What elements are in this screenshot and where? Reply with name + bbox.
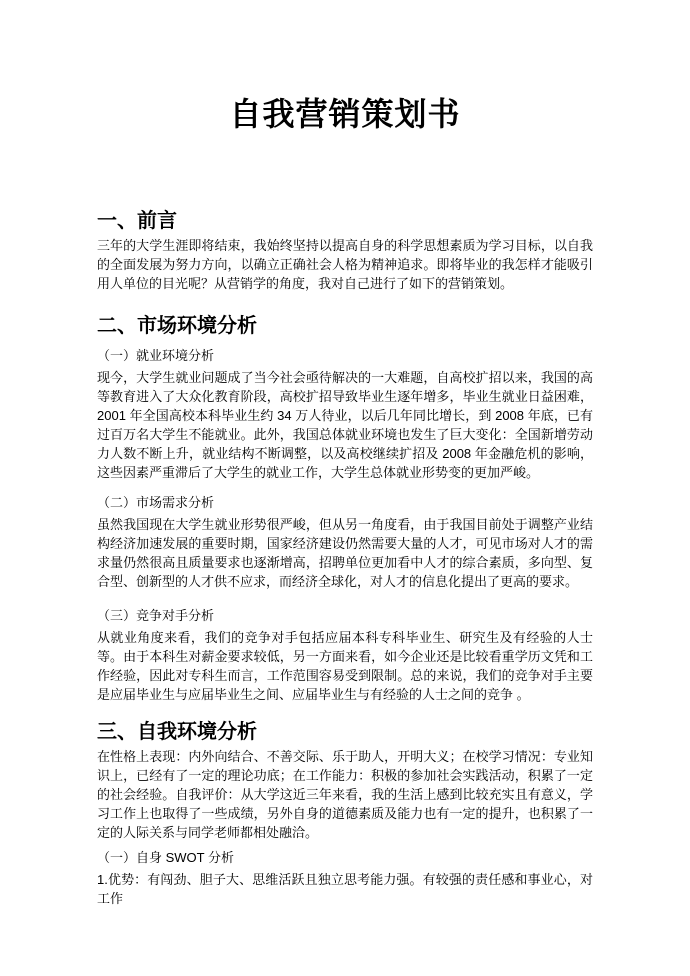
swot-strengths-paragraph: 1.优势：有闯劲、胆子大、思维活跃且独立思考能力强。有较强的责任感和事业心，对工作	[97, 872, 593, 906]
subsection-label-competitor-analysis: （三）竞争对手分析	[97, 608, 215, 623]
subsection-label-swot-analysis: （一）自身 SWOT 分析	[97, 850, 234, 865]
employment-environment-paragraph: 现今，大学生就业问题成了当今社会亟待解决的一大难题，自高校扩招以来，我国的高等教育进入了大众化教育阶段，高校扩招导致毕业生逐年增多，毕业生就业日益困难，2001 年全国高校本科毕业生约 34 万人待业，以后几年同比增长，到 2008 年底，已有过百万名大学生不能就业。此外，我国总体就业环境也发生了巨大变化：全国新增劳动力人数不断上升，就业结构不断调整，以及高校继续扩招及 2008 年金融危机的影响，这些因素严重滞后了大学生的就业工作，大学生总体就业形势变的更加严峻。	[97, 370, 593, 480]
section-heading-preface: 一、前言	[97, 210, 177, 232]
subsection-label-market-demand: （二）市场需求分析	[97, 495, 215, 510]
subsection-label-employment-environment: （一）就业环境分析	[97, 348, 215, 363]
preface-paragraph: 三年的大学生涯即将结束，我始终坚持以提高自身的科学思想素质为学习目标，以自我的全面发展为努力方向，以确立正确社会人格为精神追求。即将毕业的我怎样才能吸引用人单位的目光呢？从营销学的角度，我对自己进行了如下的营销策划。	[97, 238, 593, 291]
section-heading-market-environment: 二、市场环境分析	[97, 315, 257, 337]
market-demand-paragraph: 虽然我国现在大学生就业形势很严峻，但从另一角度看，由于我国目前处于调整产业结构经济加速发展的重要时期，国家经济建设仍然需要大量的人才，可见市场对人才的需求量仍然很高且质量要求也逐渐增高，招聘单位更加看中人才的综合素质，多向型、复合型、创新型的人才供不应求，而经济全球化，对人才的信息化提出了更高的要求。	[97, 517, 593, 589]
competitor-analysis-paragraph: 从就业角度来看，我们的竞争对手包括应届本科专科毕业生、研究生及有经验的人士等。由于本科生对薪金要求较低，另一方面来看，如今企业还是比较看重学历文凭和工作经验，因此对专科生而言，工作范围容易受到限制。总的来说，我们的竞争对手主要是应届毕业生与应届毕业生之间、应届毕业生与有经验的人士之间的竞争 。	[97, 630, 593, 702]
document-title: 自我营销策划书	[229, 96, 461, 132]
section-heading-self-environment: 三、自我环境分析	[97, 721, 257, 743]
self-environment-paragraph: 在性格上表现：内外向结合、不善交际、乐于助人，开明大义；在校学习情况：专业知识上，已经有了一定的理论功底；在工作能力：积极的参加社会实践活动，积累了一定的社会经验。自我评价：从大学这近三年来看，我的生活上感到比较充实且有意义，学习工作上也取得了一些成绩，另外自身的道德素质及能力也有一定的提升，也积累了一定的人际关系与同学老师都相处融洽。	[97, 749, 593, 840]
